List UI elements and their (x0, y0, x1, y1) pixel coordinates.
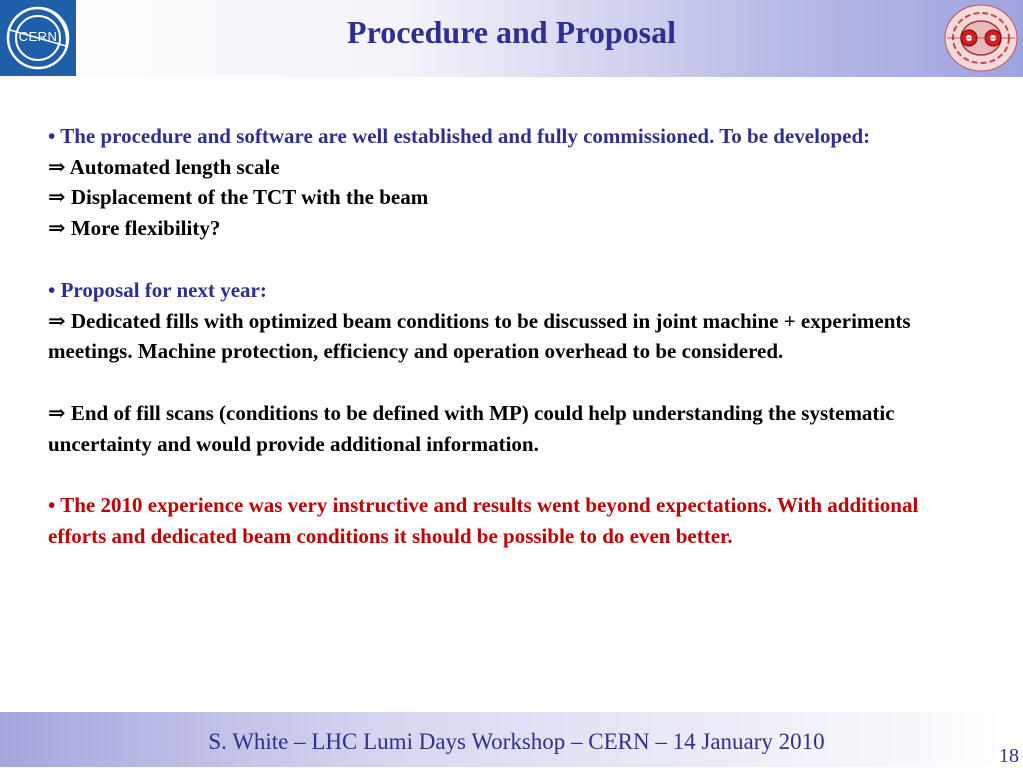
slide-title: Procedure and Proposal (347, 14, 676, 50)
footer-text: S. White – LHC Lumi Days Workshop – CERN – 14 January 2010 (208, 729, 825, 754)
slide-header (0, 0, 1023, 77)
list-item-flexibility: ⇒ More flexibility? (48, 216, 221, 241)
list-item-length-scale: ⇒ Automated length scale (48, 154, 280, 179)
slide-body (48, 121, 948, 552)
list-item-dedicated-fills: ⇒ Dedicated fills with optimized beam conditions to be discussed in joint machine + experiments meetings. Machine protection, efficiency and operation overhead to be considered. (48, 308, 911, 364)
list-item-end-of-fill-scans: ⇒ End of fill scans (conditions to be defined with MP) could help understanding the systematic uncertainty and would provide additional information. (48, 400, 895, 456)
list-item-tct-displacement: ⇒ Displacement of the TCT with the beam (48, 185, 429, 210)
spacer (48, 367, 948, 398)
bullet-conclusion: • The 2010 experience was very instructive and results went beyond expectations. With additional efforts and dedicated beam conditions it should be possible to do even better. (48, 493, 919, 549)
cern-logo-label: CERN (18, 29, 58, 44)
spacer (48, 244, 948, 275)
spacer (48, 459, 948, 490)
bullet-proposal: • Proposal for next year: (48, 277, 267, 302)
bullet-procedure: • The procedure and software are well established and fully commissioned. To be developed: (48, 124, 871, 148)
page-number: 18 (999, 745, 1019, 767)
lhc-logo-icon (941, 2, 1021, 75)
slide-footer (0, 712, 1023, 767)
